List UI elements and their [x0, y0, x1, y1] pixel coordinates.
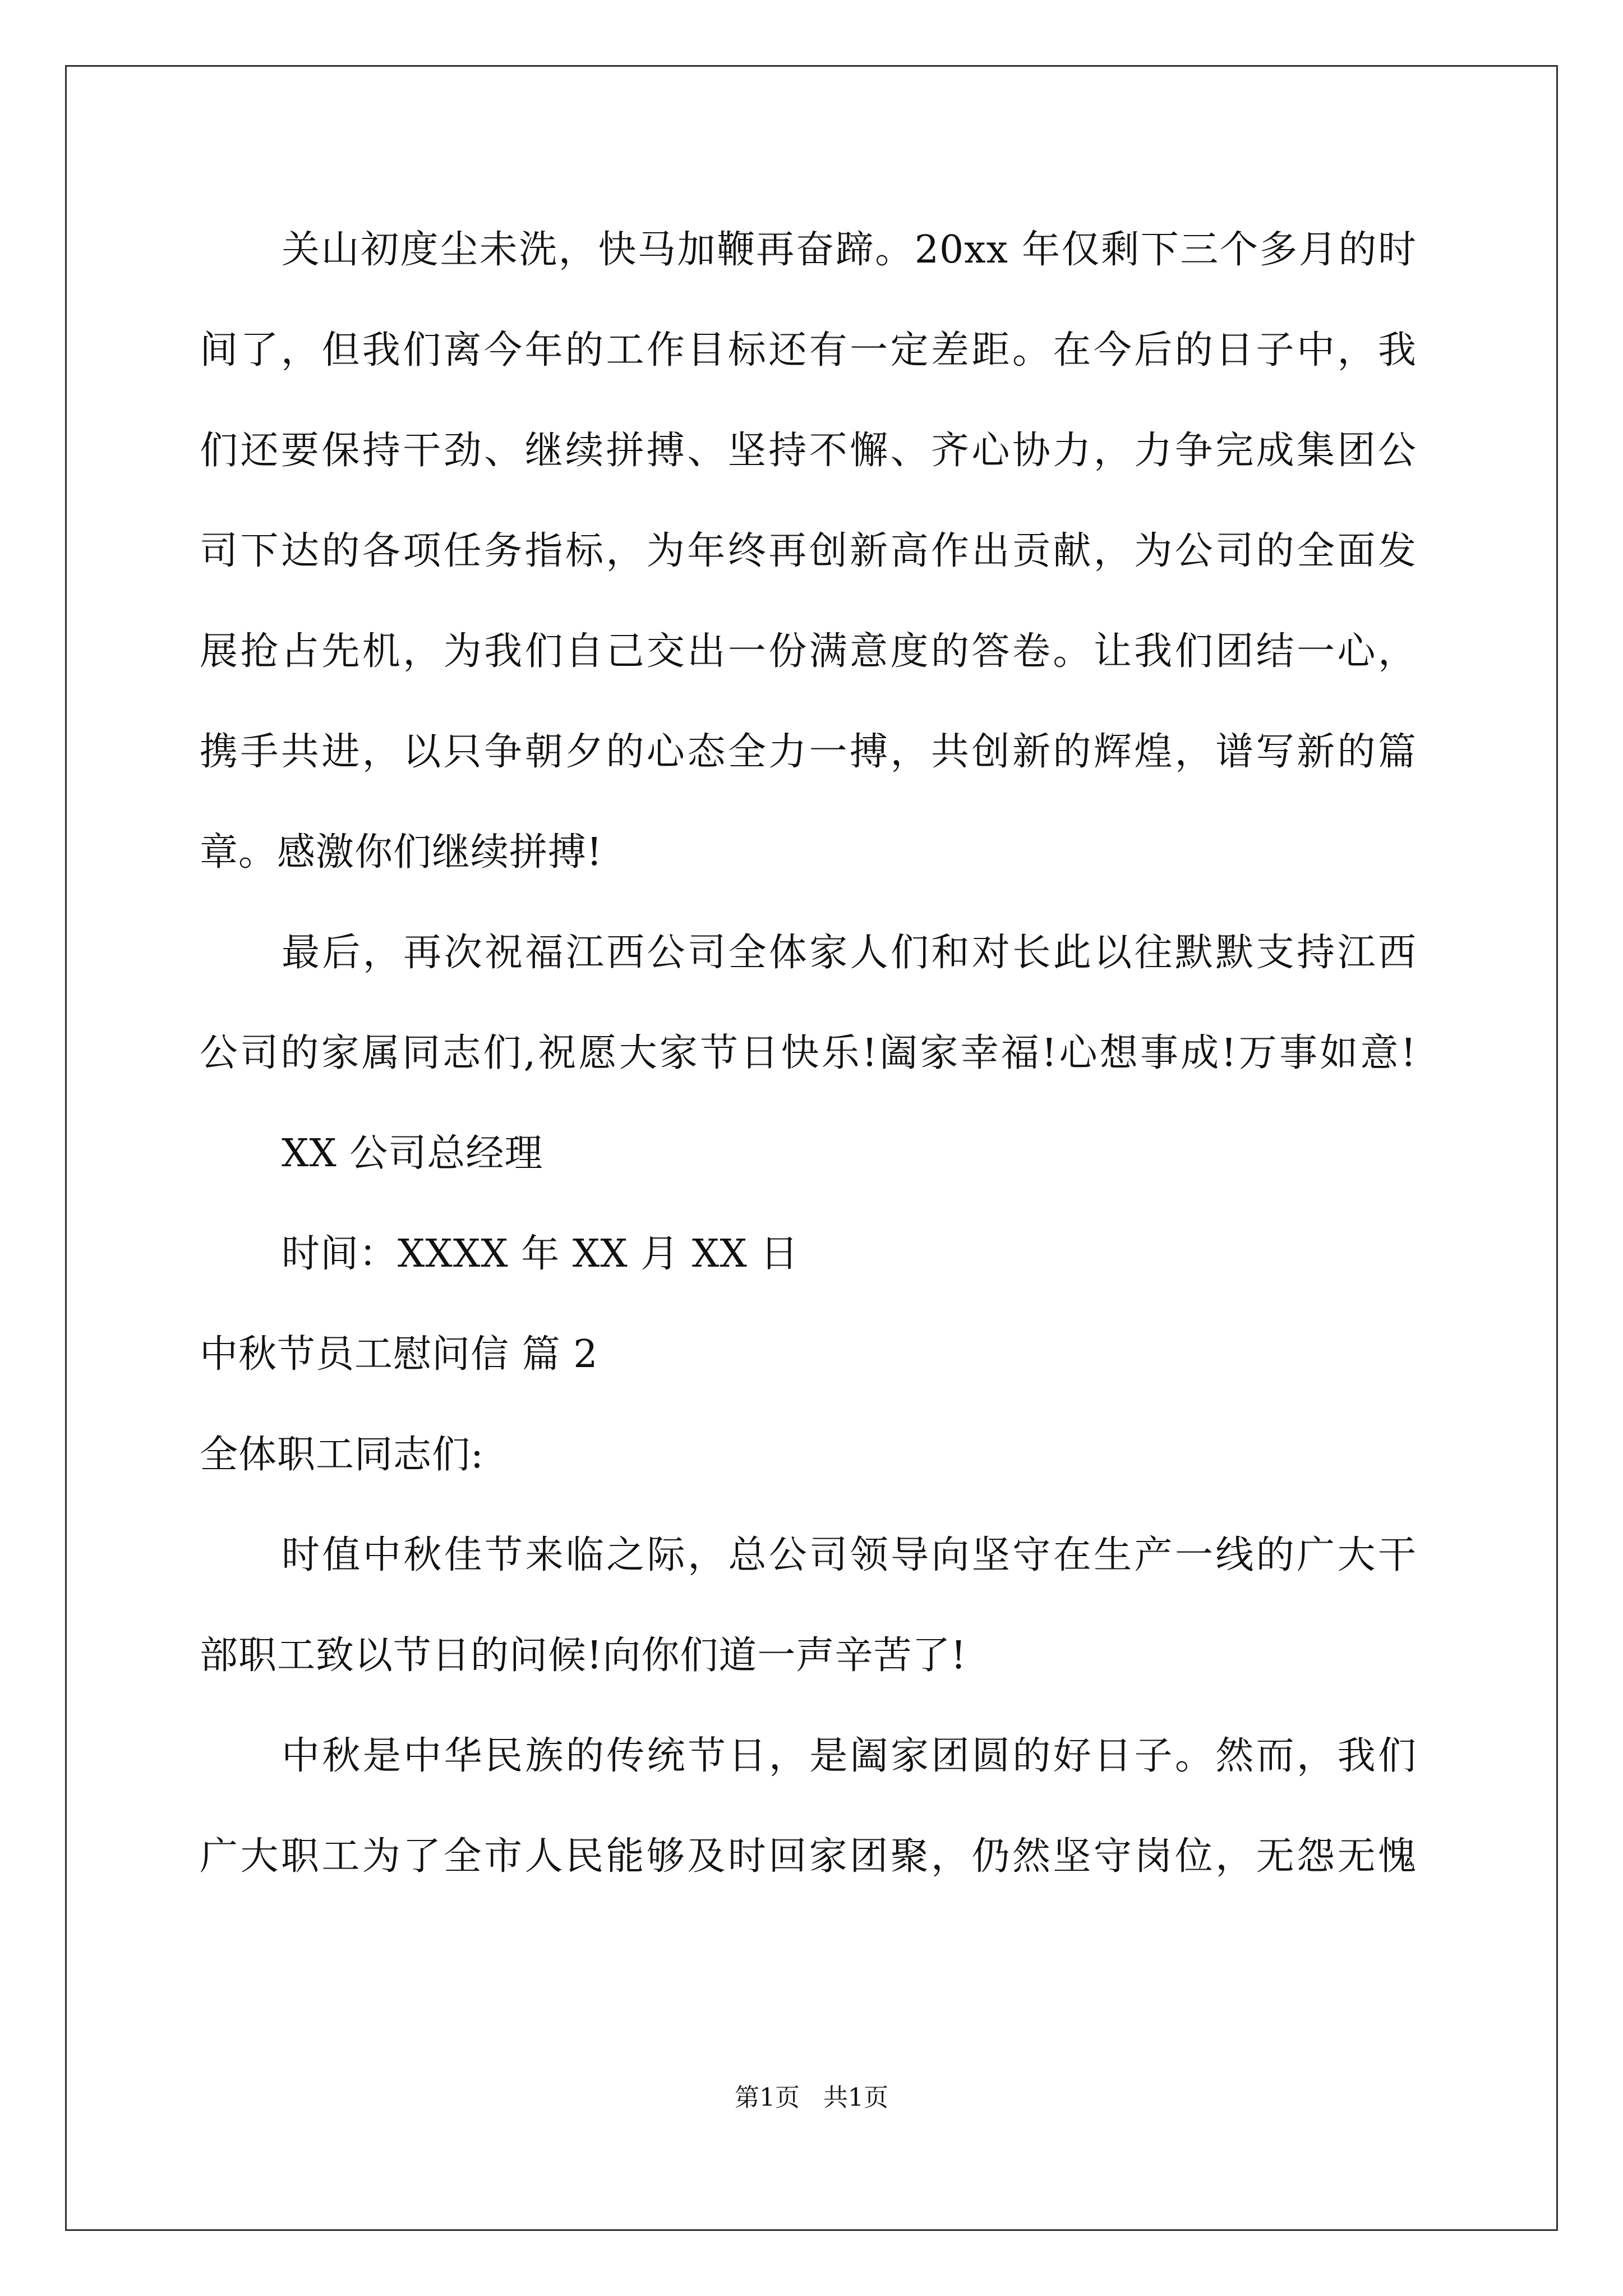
- page-footer: 第1页 共1页: [735, 2083, 888, 2112]
- paragraph-line: 间了，但我们离今年的工作目标还有一定差距。在今后的日子中，我: [200, 328, 1417, 372]
- paragraph-line: 们还要保持干劲、继续拼搏、坚持不懈、齐心协力，力争完成集团公: [200, 429, 1417, 473]
- paragraph-line: 公司的家属同志们,祝愿大家节日快乐!阖家幸福!心想事成!万事如意!: [200, 1031, 1417, 1075]
- salutation: 全体职工同志们:: [200, 1433, 484, 1477]
- paragraph-line: 关山初度尘未洗，快马加鞭再奋蹄。20xx 年仅剩下三个多月的时: [282, 228, 1417, 272]
- paragraph-line: 广大职工为了全市人民能够及时回家团聚，仍然坚守岗位，无怨无愧: [200, 1834, 1417, 1879]
- section-heading: 中秋节员工慰问信 篇 2: [200, 1332, 598, 1377]
- paragraph-line: 携手共进，以只争朝夕的心态全力一搏，共创新的辉煌，谱写新的篇: [200, 730, 1417, 774]
- paragraph-line: 时值中秋佳节来临之际，总公司领导向坚守在生产一线的广大干: [282, 1533, 1417, 1577]
- paragraph-line: 最后，再次祝福江西公司全体家人们和对长此以往默默支持江西: [282, 931, 1417, 975]
- signature-date: 时间：XXXX 年 XX 月 XX 日: [282, 1232, 799, 1276]
- paragraph-line: 章。感激你们继续拼搏!: [200, 830, 603, 875]
- paragraph-line: 中秋是中华民族的传统节日，是阖家团圆的好日子。然而，我们: [282, 1734, 1417, 1778]
- signature-company: XX 公司总经理: [282, 1131, 543, 1176]
- paragraph-line: 部职工致以节日的问候!向你们道一声辛苦了!: [200, 1634, 967, 1678]
- paragraph-line: 司下达的各项任务指标，为年终再创新高作出贡献，为公司的全面发: [200, 529, 1417, 573]
- paragraph-line: 展抢占先机，为我们自己交出一份满意度的答卷。让我们团结一心，: [200, 629, 1417, 674]
